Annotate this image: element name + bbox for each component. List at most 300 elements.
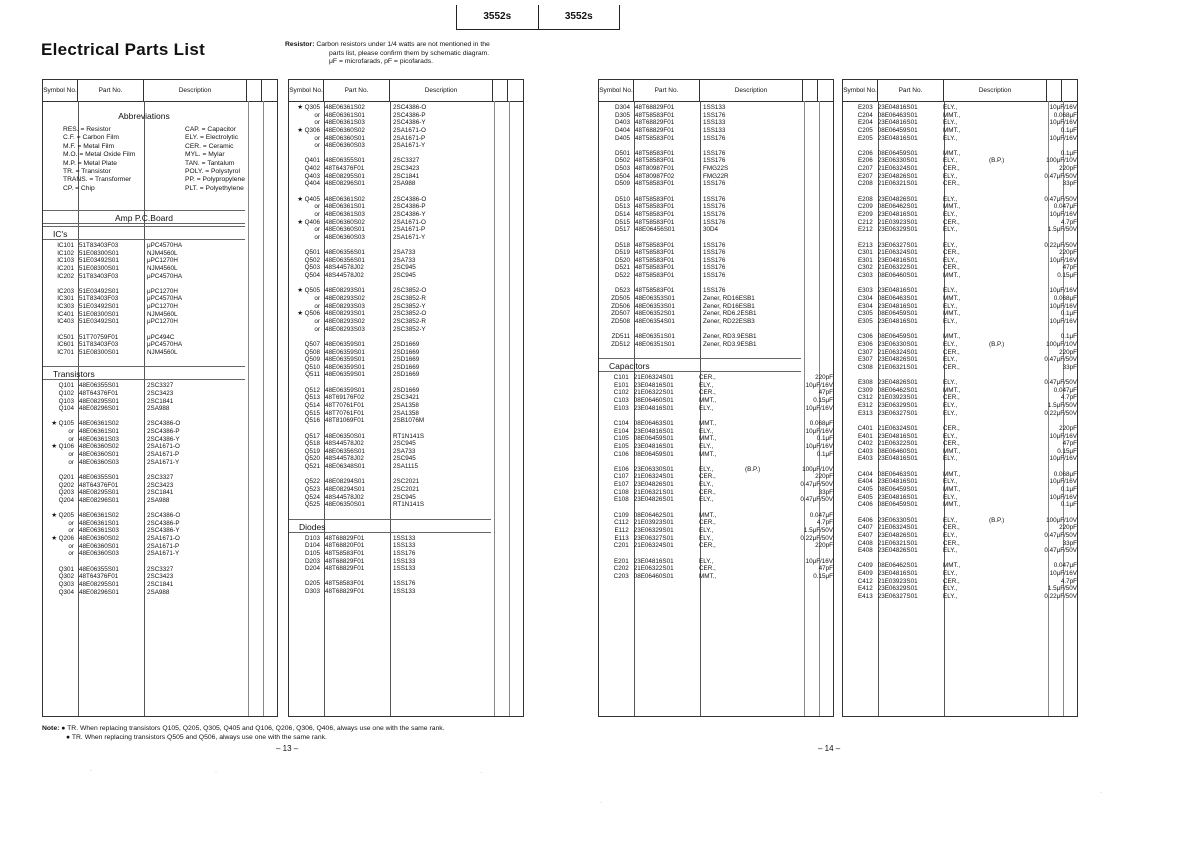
transistor-row-desc: 2SC3421 — [393, 394, 420, 402]
capacitor-value: 33pF — [1062, 363, 1077, 371]
ic-row — [43, 318, 277, 326]
capacitor-symbol: E207 — [857, 172, 873, 180]
column-body — [43, 104, 277, 596]
transistor-row-desc — [144, 413, 277, 421]
abbreviation-item: POLY. = Polystyrol — [185, 168, 240, 176]
transistor-row-desc: 2SA1115 — [393, 463, 418, 471]
capacitor-desc — [940, 463, 1077, 471]
capacitor-symbol: E203 — [857, 104, 873, 111]
transistor-row-symbol: Q513 — [304, 394, 320, 402]
capacitor-desc — [696, 397, 833, 405]
capacitor-part: 23E06330S01 — [877, 516, 918, 524]
capacitor-row — [843, 203, 1077, 211]
capacitor-value: 220pF — [815, 542, 833, 550]
capacitor-row — [843, 471, 1077, 479]
capacitor-type: ELY., — [943, 134, 958, 142]
header-spacer — [493, 80, 508, 101]
capacitor-value: 0.22μF/50V — [1044, 241, 1077, 249]
transistor-row-part: 48E06359S01 — [325, 340, 365, 348]
capacitor-symbol: E103 — [613, 404, 629, 412]
capacitor-row — [599, 412, 833, 420]
diode-row-part — [322, 573, 390, 581]
transistor-row — [289, 379, 523, 387]
transistor-row-desc: 2SC945 — [393, 455, 416, 463]
header-spacer — [262, 80, 277, 101]
capacitor-part: 23E06327S01 — [877, 593, 918, 600]
transistor-row-part: 48E06356S01 — [325, 447, 365, 455]
transistor-row-part: 48E06361S03 — [325, 119, 365, 127]
transistor-row-desc: 2SA1671-O — [147, 443, 180, 451]
capacitor-part: 23E04826S01 — [633, 481, 674, 489]
diode-row-symbol: D519 — [614, 249, 630, 257]
transistor-row-desc: 2SC945 — [393, 493, 416, 501]
transistor-row-symbol: Q503 — [304, 264, 320, 272]
capacitor-type: ELY., — [699, 481, 714, 489]
diode-row-part: 48T58583F01 — [325, 580, 365, 588]
capacitor-part: 23E06329S01 — [877, 401, 918, 409]
diode-row-symbol — [599, 142, 632, 150]
diode-row-desc: 1SS176 — [393, 580, 416, 588]
capacitor-row — [843, 211, 1077, 219]
capacitor-part: 23E04816S01 — [877, 317, 918, 325]
transistor-row-part: 48T64376F01 — [79, 481, 119, 489]
column-body — [289, 104, 523, 596]
transistor-row-symbol — [289, 425, 322, 433]
transistor-row-symbol: or — [68, 428, 74, 436]
capacitor-type: CER., — [699, 389, 716, 397]
abbreviation-item: CP. = Chip — [63, 184, 95, 192]
transistor-row-part: 48E06360S01 — [325, 134, 365, 142]
capacitor-row — [599, 558, 833, 566]
capacitor-desc — [696, 451, 833, 459]
capacitor-row — [843, 257, 1077, 265]
capacitor-row — [843, 463, 1077, 471]
capacitor-value: 1.5μF/50V — [1047, 401, 1077, 409]
transistor-row — [289, 112, 523, 120]
capacitor-symbol: C405 — [857, 486, 873, 494]
capacitor-desc — [940, 295, 1077, 303]
capacitor-symbol — [599, 458, 631, 466]
diode-row-part: 48T68829F01 — [325, 588, 365, 596]
capacitor-type: ELY., — [943, 455, 958, 463]
capacitor-symbol: C205 — [857, 126, 873, 134]
transistor-row-desc: 2SD1669 — [393, 356, 420, 364]
diode-row — [599, 333, 833, 341]
capacitor-row — [599, 389, 833, 397]
transistor-row-symbol: or — [314, 142, 320, 150]
diode-row — [599, 211, 833, 219]
capacitor-desc — [940, 349, 1077, 357]
capacitor-type: ELY., — [699, 404, 714, 412]
capacitor-part — [875, 188, 940, 196]
capacitor-type: ELY., — [699, 442, 714, 450]
capacitor-type: MMT., — [943, 386, 961, 394]
transistor-row — [43, 451, 277, 459]
diode-row-part: 48T68829F01 — [325, 557, 365, 565]
ic-row-desc: μPC1270H — [147, 287, 178, 295]
ic-row — [43, 250, 277, 258]
capacitor-part — [631, 550, 696, 558]
capacitor-desc — [940, 226, 1077, 234]
diode-row — [289, 573, 523, 581]
transistor-row-desc: 2SC1841 — [147, 397, 174, 405]
capacitor-desc — [940, 494, 1077, 502]
capacitor-row — [843, 349, 1077, 357]
capacitor-note: (B.P.) — [989, 516, 1005, 524]
transistor-row-symbol: or — [68, 550, 74, 558]
transistor-row-part: 48S44578J02 — [325, 493, 364, 501]
capacitor-value: 0.15μF — [813, 572, 833, 580]
capacitor-row — [599, 435, 833, 443]
transistor-row-part — [322, 242, 390, 250]
capacitor-part: 23E04816S01 — [877, 287, 918, 295]
transistor-row-part: 48E06361S02 — [79, 512, 119, 520]
transistor-row — [289, 394, 523, 402]
transistor-row — [43, 420, 277, 428]
capacitor-symbol: C407 — [857, 524, 873, 532]
transistor-row-desc: 2SA1358 — [393, 409, 419, 417]
transistor-row — [43, 443, 277, 451]
diode-row-part: 48E06351S01 — [635, 340, 675, 348]
diode-row-desc: 1SS133 — [393, 542, 416, 550]
capacitor-row — [843, 501, 1077, 509]
transistor-row-desc: 2SC2021 — [393, 478, 420, 486]
transistor-row-part: 48E08295S01 — [79, 489, 119, 497]
diode-row-symbol: D510 — [614, 195, 630, 203]
capacitor-part: 08E06463S01 — [877, 295, 918, 303]
column-body — [843, 104, 1077, 601]
header-description: Description — [390, 80, 493, 101]
capacitor-value: 10μF/16V — [805, 381, 833, 389]
transistor-row-desc: 2SA1671-P — [393, 226, 426, 234]
capacitor-desc — [940, 242, 1077, 250]
capacitor-type: ELY., — [943, 256, 958, 264]
ic-row-desc: μPC4570HA — [147, 295, 183, 303]
capacitor-part — [875, 371, 940, 379]
capacitor-row — [843, 394, 1077, 402]
transistor-row — [289, 234, 523, 242]
capacitor-part: 21E06324S01 — [877, 348, 918, 356]
transistor-row — [289, 119, 523, 127]
diode-row-desc: 1SS176 — [703, 218, 726, 226]
capacitor-row — [843, 532, 1077, 540]
capacitor-row — [599, 382, 833, 390]
capacitor-value: 0.1μF — [1060, 149, 1077, 157]
transistor-row-part: 48E06360S01 — [79, 542, 119, 550]
capacitor-part: 23E04816S01 — [877, 210, 918, 218]
capacitor-type: CER., — [699, 519, 716, 527]
transistor-row-symbol: or — [314, 111, 320, 119]
transistor-row-symbol: Q519 — [304, 447, 320, 455]
capacitor-row — [843, 326, 1077, 334]
capacitor-row — [599, 458, 833, 466]
capacitor-value: 10μF/16V — [1049, 104, 1077, 111]
capacitor-desc — [940, 379, 1077, 387]
ic-row — [43, 349, 277, 357]
capacitor-part: 08E06462S01 — [877, 562, 918, 570]
transistor-row-symbol: or — [314, 226, 320, 234]
capacitor-symbol: E101 — [613, 381, 629, 389]
capacitor-desc — [940, 364, 1077, 372]
capacitor-desc — [940, 211, 1077, 219]
transistor-row-part: 48E08294S01 — [325, 478, 365, 486]
capacitor-symbol: E108 — [613, 496, 629, 504]
ic-row-desc: NJM4560L — [147, 348, 178, 356]
transistor-row — [289, 440, 523, 448]
capacitor-part: 23E06329S01 — [633, 526, 674, 534]
transistor-row-symbol: or — [68, 542, 74, 550]
capacitor-symbol: E206 — [857, 157, 873, 165]
diode-row-desc: 1SS133 — [393, 565, 416, 573]
capacitor-desc — [940, 593, 1077, 601]
capacitor-desc — [696, 519, 833, 527]
transistor-row-symbol: Q524 — [304, 493, 320, 501]
capacitor-part: 08E06459S01 — [877, 149, 918, 157]
capacitor-row — [843, 593, 1077, 601]
transistor-row — [289, 135, 523, 143]
transistor-row-part: 48E06360S02 — [325, 218, 365, 226]
transistor-row-part: 48E06361S03 — [79, 527, 119, 535]
diode-row-part — [632, 326, 700, 334]
capacitor-desc — [940, 448, 1077, 456]
transistor-row-symbol: Q204 — [58, 496, 74, 504]
transistor-row-part: 48E06361S01 — [79, 428, 119, 436]
transistor-row-desc: 2SC3852-Y — [393, 302, 426, 310]
capacitor-desc — [940, 440, 1077, 448]
capacitor-type: ELY., — [699, 557, 714, 565]
abbreviation-item: CER. = Ceramic — [185, 142, 234, 150]
transistor-row-symbol — [43, 466, 76, 474]
diode-row-symbol: ZD511 — [611, 333, 630, 341]
capacitor-value: 10μF/16V — [1049, 134, 1077, 142]
diode-row-symbol: D523 — [614, 287, 630, 295]
capacitor-value: 10μF/16V — [1049, 570, 1077, 578]
transistor-row — [289, 142, 523, 150]
transistor-row-desc: 2SA733 — [393, 447, 416, 455]
capacitor-row — [843, 127, 1077, 135]
capacitor-desc — [940, 540, 1077, 548]
ic-row-desc: μPC4570HA — [147, 242, 183, 249]
transistor-row-part: 48E06348S01 — [325, 463, 365, 471]
diode-row-desc: 1SS176 — [703, 264, 726, 272]
transistor-row-desc: 2SA1671-Y — [393, 233, 426, 241]
transistor-row-part: 48E06356S01 — [325, 256, 365, 264]
capacitor-symbol: E312 — [857, 401, 873, 409]
transistor-row-part: 48E06360S03 — [325, 233, 365, 241]
ic-row-part: 51E08300S01 — [79, 310, 119, 318]
capacitor-row — [843, 562, 1077, 570]
capacitor-part: 23E06330S01 — [877, 340, 918, 348]
diode-row-desc: 1SS176 — [703, 134, 726, 142]
transistor-row-symbol — [289, 150, 322, 158]
capacitor-part — [875, 142, 940, 150]
transistor-row-part: 48E08295S01 — [325, 172, 365, 180]
transistor-row-desc: 2SA1671-P — [393, 134, 426, 142]
capacitor-desc — [940, 402, 1077, 410]
transistor-row-part: 48S44578J02 — [325, 440, 364, 448]
diode-row-part — [632, 142, 700, 150]
ic-row-desc: μPC1270H — [147, 303, 178, 311]
capacitors-section-title: Capacitors — [599, 358, 801, 372]
diode-row-symbol: D521 — [614, 264, 630, 272]
capacitor-value: 0.047μF — [809, 511, 833, 519]
diode-row-desc: 1SS176 — [703, 111, 726, 119]
capacitor-value: 47pF — [1062, 440, 1077, 448]
capacitor-row — [843, 585, 1077, 593]
page-title: Electrical Parts List — [41, 40, 206, 59]
capacitor-part: 21E06324S01 — [877, 165, 918, 173]
spacer — [599, 349, 833, 357]
diode-row-symbol: D304 — [614, 104, 630, 111]
page-number-left: – 13 – — [276, 744, 299, 753]
capacitor-value: 0.047μF — [1053, 203, 1077, 211]
capacitor-part: 21E06324S01 — [633, 374, 674, 382]
transistor-row-desc: 2SA1671-P — [147, 451, 180, 459]
transistor-row — [43, 550, 277, 558]
abbreviation-item: ELY. = Electrolytic — [185, 134, 239, 142]
capacitor-symbol: E306 — [857, 340, 873, 348]
transistor-row-part — [322, 379, 390, 387]
transistor-row-desc: 2SC4386-P — [393, 203, 426, 211]
capacitor-row — [843, 142, 1077, 150]
capacitor-type: MMT., — [699, 397, 717, 405]
capacitor-symbol: E105 — [613, 442, 629, 450]
capacitor-value: 0.47μF/50V — [1044, 379, 1077, 387]
diode-row-symbol: D103 — [304, 534, 320, 542]
diode-row-part: 48T58583F01 — [635, 195, 675, 203]
capacitor-row — [599, 451, 833, 459]
capacitor-type: MMT., — [943, 562, 961, 570]
ic-row-symbol: IC601 — [57, 341, 74, 349]
transistor-row-symbol: Q512 — [304, 386, 320, 394]
transistor-row-part: 48E06360S01 — [325, 226, 365, 234]
diode-row — [289, 588, 523, 596]
transistor-row-symbol: Q517 — [304, 432, 320, 440]
diode-row-desc — [390, 573, 523, 581]
transistor-row — [43, 543, 277, 551]
capacitor-desc — [940, 501, 1077, 509]
diode-row — [599, 280, 833, 288]
capacitor-part: 21E03923S01 — [877, 218, 918, 226]
capacitor-row — [843, 287, 1077, 295]
capacitor-part: 21E06324S01 — [633, 542, 674, 550]
ic-row-part: 51T83403F03 — [79, 272, 119, 280]
diode-row — [599, 104, 833, 112]
diode-row-part: 48T58583F01 — [635, 287, 675, 295]
abbreviation-item: TRANS. = Transformer — [63, 176, 132, 184]
capacitor-row — [599, 405, 833, 413]
transistor-row — [289, 471, 523, 479]
diode-row — [599, 242, 833, 250]
transistor-row-part: 48T64376F01 — [79, 389, 119, 397]
capacitor-symbol: C212 — [857, 218, 873, 226]
capacitor-value: 100μF/10V — [802, 465, 833, 473]
ic-row-part: 51T83403F03 — [79, 341, 119, 349]
capacitor-type: MMT., — [943, 333, 961, 341]
diode-row-symbol: D503 — [614, 165, 630, 173]
capacitor-symbol: E205 — [857, 134, 873, 142]
transistor-row — [289, 219, 523, 227]
capacitor-value: 4.7pF — [1060, 577, 1077, 585]
capacitor-part: 23E04816S01 — [877, 134, 918, 142]
transistor-row-symbol — [289, 379, 322, 387]
transistor-row-part: 48E06360S03 — [79, 458, 119, 466]
capacitor-symbol: E313 — [857, 409, 873, 417]
capacitor-symbol: E208 — [857, 195, 873, 203]
ic-row-desc — [144, 280, 277, 288]
transistor-row-symbol: or — [314, 325, 320, 333]
capacitor-part — [631, 412, 696, 420]
model-label-left: 3552s — [483, 11, 512, 22]
capacitor-symbol: E401 — [857, 432, 873, 440]
transistor-row-part — [322, 280, 390, 288]
transistor-row-desc: 2SD1669 — [393, 363, 420, 371]
diode-row-part: 48T68820F01 — [325, 542, 365, 550]
diode-row — [599, 287, 833, 295]
capacitor-desc — [696, 412, 833, 420]
transistor-row-symbol: Q507 — [304, 340, 320, 348]
capacitor-type: ELY., — [943, 531, 958, 539]
transistor-row-desc: 2SB1076M — [393, 417, 425, 425]
capacitor-symbol: E413 — [857, 593, 873, 600]
capacitor-value: 0.1μF — [1060, 501, 1077, 509]
transistor-row-part — [322, 150, 390, 158]
transistor-row-desc: 2SD1669 — [393, 348, 420, 356]
capacitor-part: 23E04826S01 — [877, 531, 918, 539]
transistor-row-symbol: Q504 — [304, 272, 320, 280]
capacitor-type: MMT., — [943, 295, 961, 303]
transistor-row — [289, 425, 523, 433]
transistor-row-symbol: or — [314, 295, 320, 303]
capacitor-symbol: C302 — [857, 264, 873, 272]
transistor-row-part — [322, 333, 390, 341]
capacitor-row — [843, 509, 1077, 517]
capacitor-part: 21E06322S01 — [877, 264, 918, 272]
capacitor-value: 0.22μF/50V — [1044, 593, 1077, 600]
transistor-row — [289, 180, 523, 188]
diode-row-desc: 1SS176 — [703, 203, 726, 211]
capacitor-value: 10μF/16V — [1049, 478, 1077, 486]
transistor-row-part: 48E06360S02 — [325, 126, 365, 134]
transistor-row-desc: 2SC4386-P — [147, 428, 180, 436]
transistor-row-part: 48E08296S01 — [79, 588, 119, 596]
transistor-row-symbol: Q508 — [304, 348, 320, 356]
ic-row-symbol: IC102 — [57, 249, 74, 257]
transistor-row-desc: 2SC3423 — [147, 573, 174, 581]
capacitor-row — [843, 264, 1077, 272]
capacitor-row — [843, 173, 1077, 181]
capacitor-row — [843, 448, 1077, 456]
diode-row — [289, 580, 523, 588]
diode-row-part: 48T58583F01 — [635, 249, 675, 257]
capacitor-value: 1.5μF/50V — [803, 526, 833, 534]
capacitor-part — [875, 280, 940, 288]
diode-row — [599, 303, 833, 311]
transistor-row-desc — [390, 188, 523, 196]
diode-row — [599, 264, 833, 272]
capacitor-desc — [696, 466, 833, 474]
capacitor-symbol: E307 — [857, 356, 873, 364]
capacitor-part: 08E06459S01 — [877, 333, 918, 341]
capacitor-value: 33pF — [818, 488, 833, 496]
transistor-row-desc: 2SC4386-O — [147, 420, 181, 428]
abbreviation-item: CAP. = Capacitor — [185, 126, 236, 133]
capacitor-row — [843, 165, 1077, 173]
capacitor-row — [843, 242, 1077, 250]
diode-row-part: 48T58583F01 — [635, 218, 675, 226]
transistor-row-desc: 2SC4386-P — [147, 519, 180, 527]
capacitor-desc — [940, 532, 1077, 540]
